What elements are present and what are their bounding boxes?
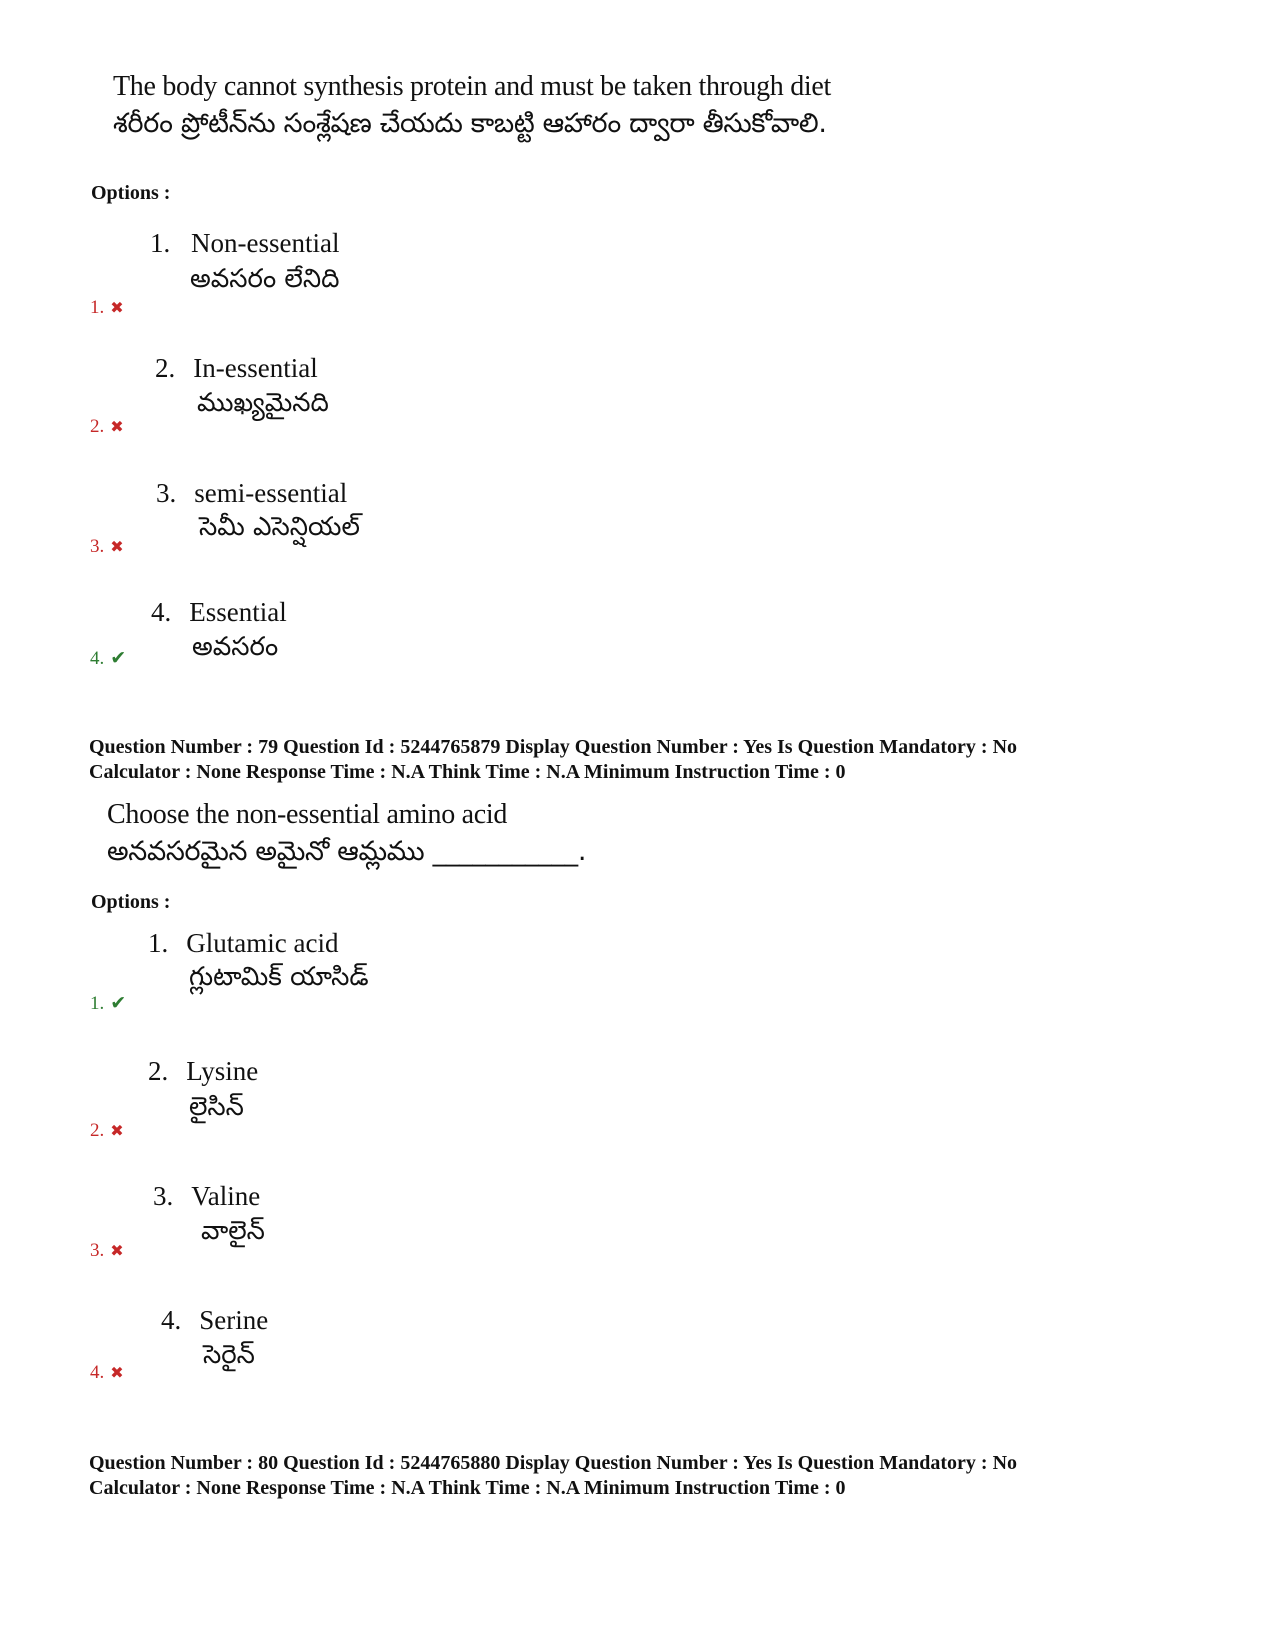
cross-icon: ✖ [110, 537, 124, 556]
option-text-telugu: లైసిన్ [189, 1092, 244, 1122]
option-text-telugu: సెరైన్ [203, 1340, 255, 1370]
options-label: Options : [91, 182, 171, 204]
option-text-english: Essential [189, 597, 287, 627]
option-number: 3. [156, 478, 177, 508]
option-text-english: Serine [199, 1305, 269, 1335]
option-number: 2. [155, 353, 176, 383]
option-number: 4. [151, 597, 172, 627]
cross-icon: ✖ [110, 417, 124, 436]
option-text-english: Glutamic acid [186, 928, 339, 958]
option-3 [156, 478, 347, 509]
option-text-telugu: గ్లుటామిక్ యాసిడ్ [189, 962, 369, 992]
option-text-telugu: వాలైన్ [201, 1216, 265, 1246]
cross-icon: ✖ [110, 1363, 124, 1382]
option-text-english: Valine [191, 1181, 261, 1211]
option-1 [150, 228, 339, 259]
option-4 [151, 597, 287, 628]
option-number: 1. [148, 928, 169, 958]
option-text-telugu: అవసరం [192, 632, 279, 662]
option-text-telugu: సెమీ ఎసెన్షియల్ [199, 512, 360, 542]
option-text-english: In-essential [193, 353, 318, 383]
question-text-telugu: అనవసరమైన అమైనో ఆమ్లము ___________. [107, 836, 587, 867]
check-icon: ✔ [110, 992, 127, 1014]
question-79-header [89, 735, 1017, 785]
question-meta-line: Calculator : None Response Time : N.A Think Time : N.A Minimum Instruction Time : 0 [89, 1477, 846, 1499]
option-number: 4. [161, 1305, 182, 1335]
option-1 [148, 928, 338, 959]
cross-icon: ✖ [110, 1121, 124, 1140]
option-text-english: Non-essential [191, 228, 340, 258]
question-78-text [113, 68, 831, 142]
question-80-header [89, 1451, 1017, 1501]
option-text-telugu: అవసరం లేనిది [190, 264, 340, 294]
option-status-correct: 1. ✔ [90, 992, 127, 1014]
question-text-telugu: శరీరం ప్రోటీన్‌ను సంశ్లేషణ చేయదు కాబట్టి ఆహారం ద్వారా తీసుకోవాలి. [113, 108, 827, 139]
question-text-english: The body cannot synthesis protein and must be taken through diet [113, 71, 831, 102]
option-2 [155, 353, 318, 384]
question-text-english: Choose the non-essential amino acid [107, 799, 508, 830]
option-number: 1. [150, 228, 171, 258]
cross-icon: ✖ [110, 298, 124, 317]
option-status-wrong: 3. ✖ [90, 1240, 124, 1261]
question-79-text [107, 796, 586, 870]
option-4 [161, 1305, 268, 1336]
question-meta-line: Question Number : 79 Question Id : 5244765879 Display Question Number : Yes Is Question Mandatory : No [89, 736, 1018, 758]
option-status-correct: 4. ✔ [90, 647, 127, 669]
option-2 [148, 1056, 258, 1087]
option-3 [153, 1181, 260, 1212]
option-number: 2. [148, 1056, 169, 1086]
option-text-telugu: ముఖ్యమైనది [197, 388, 329, 418]
question-meta-line: Question Number : 80 Question Id : 5244765880 Display Question Number : Yes Is Question Mandatory : No [89, 1452, 1018, 1474]
option-status-wrong: 4. ✖ [90, 1362, 124, 1383]
question-meta-line: Calculator : None Response Time : N.A Think Time : N.A Minimum Instruction Time : 0 [89, 761, 846, 783]
option-status-wrong: 2. ✖ [90, 1120, 124, 1141]
options-label: Options : [91, 891, 171, 913]
option-text-english: Lysine [186, 1056, 259, 1086]
option-status-wrong: 3. ✖ [90, 536, 124, 557]
option-text-english: semi-essential [194, 478, 348, 508]
option-status-wrong: 2. ✖ [90, 416, 124, 437]
option-status-wrong: 1. ✖ [90, 297, 124, 318]
cross-icon: ✖ [110, 1241, 124, 1260]
check-icon: ✔ [110, 647, 127, 669]
option-number: 3. [153, 1181, 174, 1211]
